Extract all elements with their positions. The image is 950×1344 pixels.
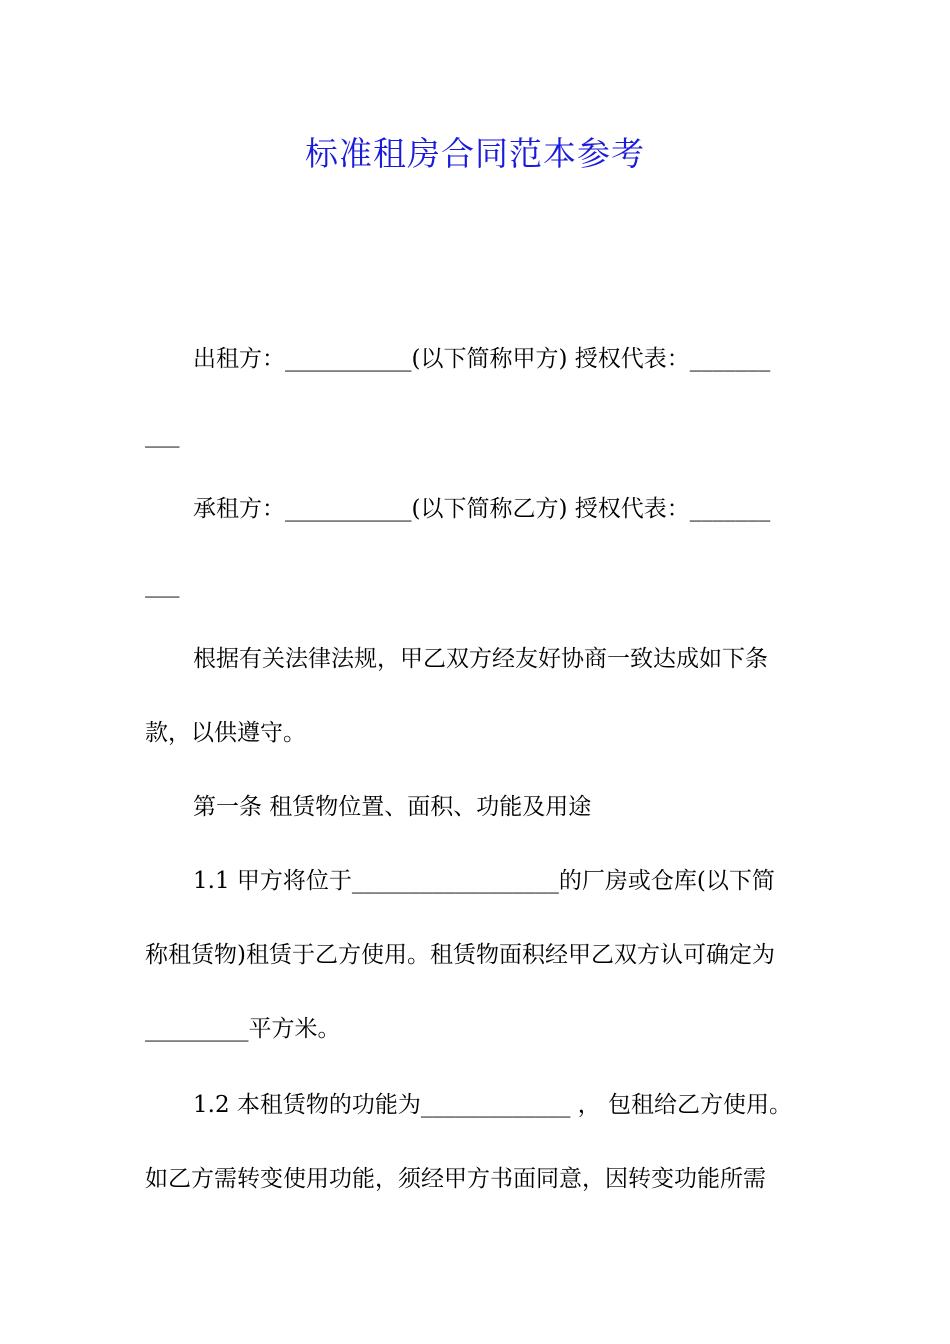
clause-1-1-line-2: 称租赁物)租赁于乙方使用。租赁物面积经甲乙双方认可确定为 [145,942,775,968]
clause-1-2-line-2: 如乙方需转变使用功能，须经甲方书面同意，因转变功能所需 [145,1166,766,1192]
clause-1-1-line-3: _________平方米。 [145,1016,341,1042]
article-1-heading: 第一条 租赁物位置、面积、功能及用途 [193,794,592,820]
preamble-line-2: 款，以供遵守。 [145,720,306,746]
lessee-line: 承租方：___________(以下简称乙方) 授权代表：_______ [193,496,771,522]
clause-1-2-line-1: 1.2 本租赁物的功能为_____________ ， 包租给乙方使用。 [193,1092,793,1118]
preamble-line-1: 根据有关法律法规，甲乙双方经友好协商一致达成如下条 [193,646,768,672]
clause-1-1-line-1: 1.1 甲方将位于__________________的厂房或仓库(以下简 [193,868,775,894]
document-title: 标准租房合同范本参考 [305,134,645,173]
lessor-line: 出租方：___________(以下简称甲方) 授权代表：_______ [193,346,771,372]
lessor-line-continuation: ___ [145,422,180,448]
lessee-line-continuation: ___ [145,572,180,598]
